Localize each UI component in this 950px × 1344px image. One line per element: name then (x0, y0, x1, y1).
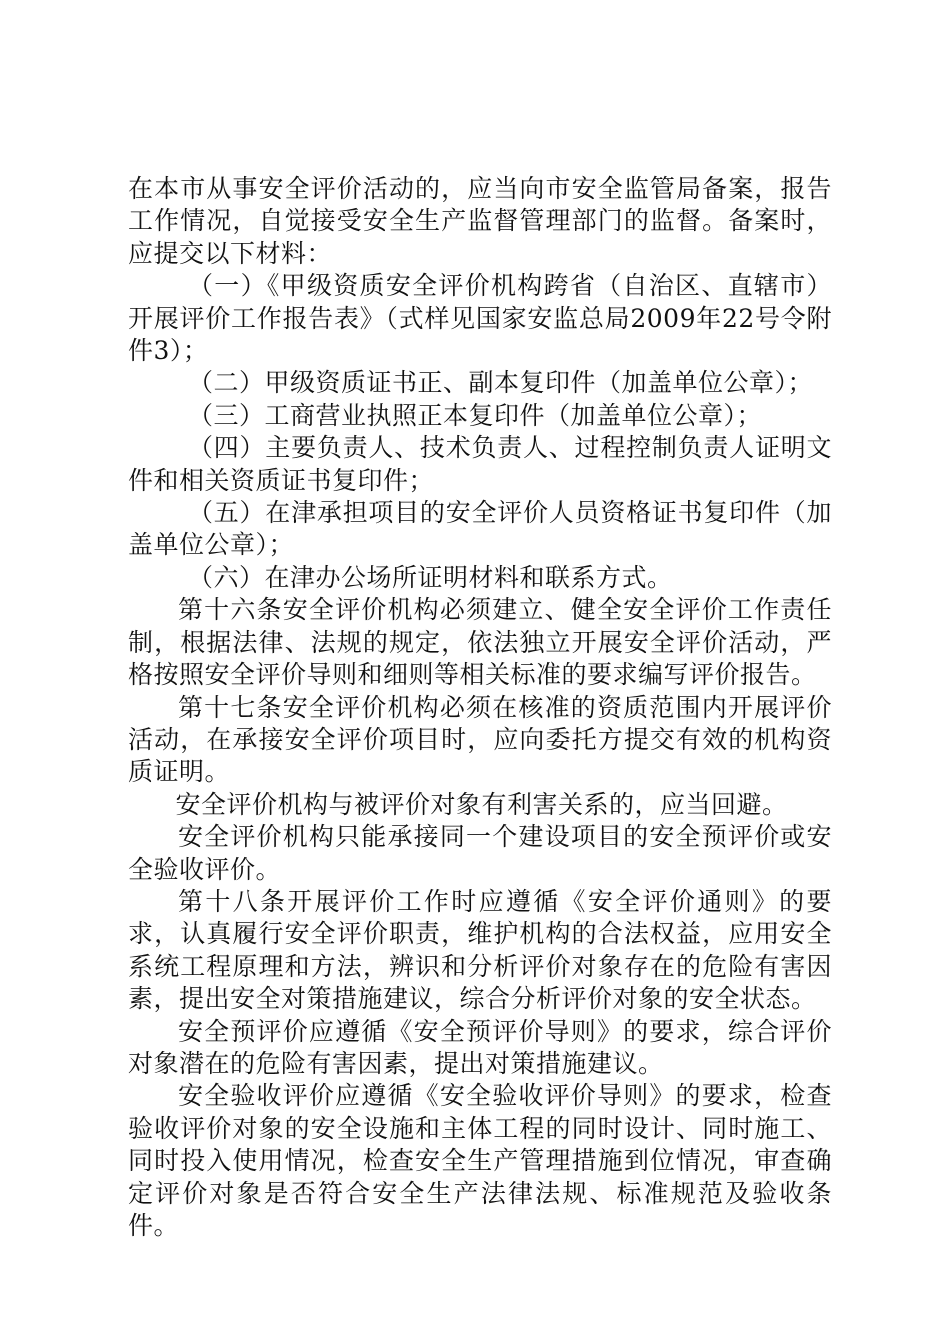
paragraph-article-17: 第十七条安全评价机构必须在核准的资质范围内开展评价活动，在承接安全评价项目时，应向委托方提交有效的机构资质证明。 (128, 692, 832, 787)
paragraph-avoidance: 安全评价机构与被评价对象有利害关系的，应当回避。 (175, 789, 788, 819)
paragraph-item-1: （一）《甲级资质安全评价机构跨省（自治区、直辖市）开展评价工作报告表》（式样见国家安监总局2009年22号令附件3）； (128, 271, 832, 366)
paragraph-acceptance-evaluation: 安全验收评价应遵循《安全验收评价导则》的要求，检查验收评价对象的安全设施和主体工程的同时设计、同时施工、同时投入使用情况，检查安全生产管理措施到位情况，审查确定评价对象是否符合安全生产法律法规、标准规范及验收条件。 (128, 1081, 832, 1240)
paragraph-filing-intro: 在本市从事安全评价活动的，应当向市安全监管局备案，报告工作情况，自觉接受安全生产监督管理部门的监督。备案时，应提交以下材料： (128, 174, 832, 268)
paragraph-item-3: （三）工商营业执照正本复印件（加盖单位公章）； (188, 400, 763, 430)
paragraph-article-18: 第十八条开展评价工作时应遵循《安全评价通则》的要求，认真履行安全评价职责，维护机构的合法权益，应用安全系统工程原理和方法，辨识和分析评价对象存在的危险有害因素，提出安全对策措施建议，综合分析评价对象的安全状态。 (128, 886, 832, 1014)
paragraph-pre-evaluation: 安全预评价应遵循《安全预评价导则》的要求，综合评价对象潜在的危险有害因素，提出对策措施建议。 (128, 1016, 832, 1078)
paragraph-single-project: 安全评价机构只能承接同一个建设项目的安全预评价或安全验收评价。 (128, 822, 832, 884)
paragraph-item-6: （六）在津办公场所证明材料和联系方式。 (188, 562, 673, 592)
paragraph-article-16: 第十六条安全评价机构必须建立、健全安全评价工作责任制，根据法律、法规的规定，依法独立开展安全评价活动，严格按照安全评价导则和细则等相关标准的要求编写评价报告。 (128, 595, 832, 690)
paragraph-item-2: （二）甲级资质证书正、副本复印件（加盖单位公章）； (188, 368, 814, 398)
paragraph-item-5: （五）在津承担项目的安全评价人员资格证书复印件（加盖单位公章）； (128, 498, 832, 560)
document-body (128, 173, 832, 1242)
paragraph-item-4: （四）主要负责人、技术负责人、过程控制负责人证明文件和相关资质证书复印件； (128, 433, 832, 495)
